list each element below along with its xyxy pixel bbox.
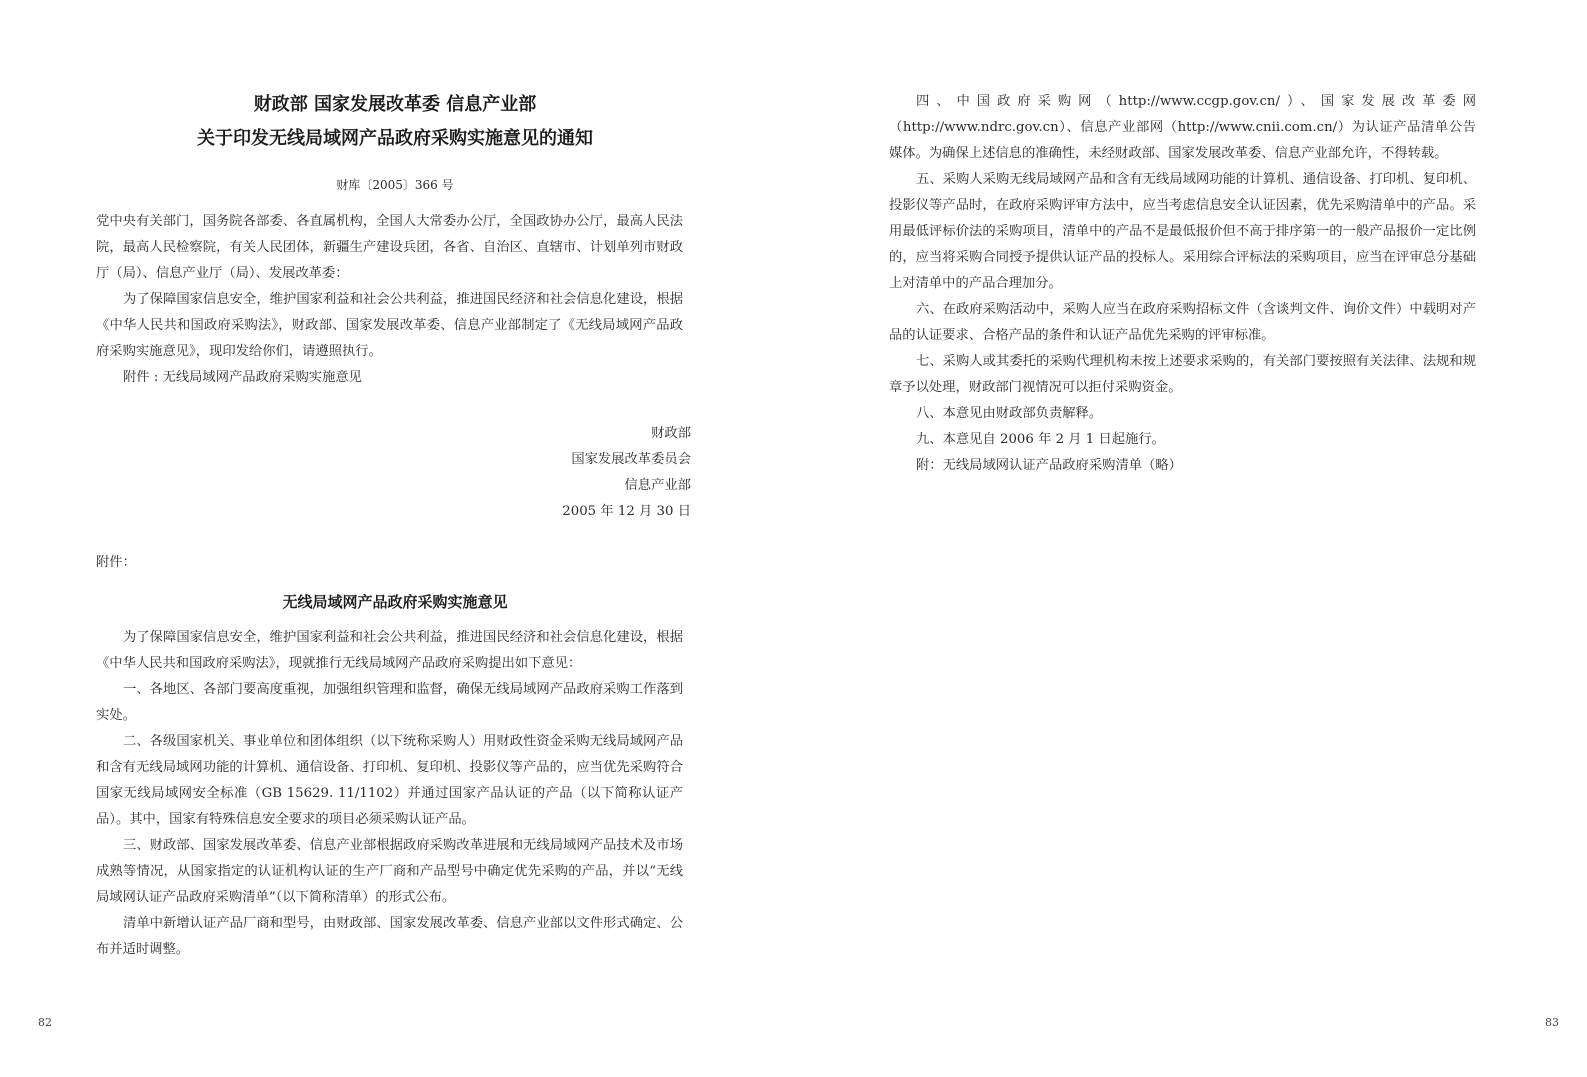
- signature-line: 国家发展改革委员会: [571, 452, 691, 467]
- annex-paragraph: 为了保障国家信息安全，维护国家利益和社会公共利益，推进国民经济和社会信息化建设，根据《中华人民共和国政府采购法》，现就推行无线局域网产品政府采购提出如下意见：: [96, 630, 683, 671]
- annex-paragraph: 清单中新增认证产品厂商和型号，由财政部、国家发展改革委、信息产业部以文件形式确定、公布并适时调整。: [96, 916, 683, 957]
- addressee-paragraph: 党中央有关部门，国务院各部委、各直属机构，全国人大常委办公厅，全国政协办公厅，最高人民法院，最高人民检察院，有关人民团体，新疆生产建设兵团，各省、自治区、直辖市、计划单列市财政厅（局）、信息产业厅（局）、发展改革委：: [96, 214, 683, 281]
- body-paragraph: 为了保障国家信息安全，维护国家利益和社会公共利益，推进国民经济和社会信息化建设，根据《中华人民共和国政府采购法》，财政部、国家发展改革委、信息产业部制定了《无线局域网产品政府采购实施意见》，现印发给你们，请遵照执行。: [96, 292, 683, 359]
- clause-paragraph: 五、采购人采购无线局域网产品和含有无线局域网功能的计算机、通信设备、打印机、复印机、投影仪等产品时，在政府采购评审方法中，应当考虑信息安全认证因素，优先采购清单中的产品。采用最低评标价法的采购项目，清单中的产品不是最低报价但不高于排序第一的一般产品报价一定比例的，应当将采购合同授予提供认证产品的投标人。采用综合评标法的采购项目，应当在评审总分基础上对清单中的产品合理加分。: [889, 172, 1476, 291]
- left-page: [0, 0, 793, 1077]
- signature-line: 信息产业部: [624, 478, 691, 493]
- title-line-1: 财政部 国家发展改革委 信息产业部: [253, 94, 537, 115]
- page-number-left: 82: [38, 1016, 52, 1029]
- clause-paragraph: 八、本意见由财政部负责解释。: [916, 406, 1103, 421]
- document-number: 财库〔2005〕366 号: [336, 178, 454, 192]
- appendix-line: 附：无线局域网认证产品政府采购清单（略）: [916, 458, 1182, 473]
- clause-paragraph: 七、采购人或其委托的采购代理机构未按上述要求采购的，有关部门要按照有关法律、法规和规章予以处理，财政部门视情况可以拒付采购资金。: [889, 354, 1476, 395]
- clause-paragraph: 四、中国政府采购网（http://www.ccgp.gov.cn/）、国家发展改革委网（http://www.ndrc.gov.cn）、信息产业部网（http://www.cnii.com.cn/）为认证产品清单公告媒体。为确保上述信息的准确性，未经财政部、国家发展改革委、信息产业部允许，不得转载。: [889, 94, 1476, 161]
- annex-label: 附件：: [96, 555, 136, 570]
- annex-paragraph: 二、各级国家机关、事业单位和团体组织（以下统称采购人）用财政性资金采购无线局域网产品和含有无线局域网功能的计算机、通信设备、打印机、复印机、投影仪等产品的，应当优先采购符合国家无线局域网安全标准（GB 15629. 11/1102）并通过国家产品认证的产品（以下简称认证产品）。其中，国家有特殊信息安全要求的项目必须采购认证产品。: [96, 734, 683, 827]
- signature-block: [400, 421, 691, 525]
- annex-paragraph: 三、财政部、国家发展改革委、信息产业部根据政府采购改革进展和无线局域网产品技术及市场成熟等情况，从国家指定的认证机构认证的生产厂商和产品型号中确定优先采购的产品，并以“无线局域网认证产品政府采购清单”（以下简称清单）的形式公布。: [96, 838, 683, 905]
- clause-paragraph: 六、在政府采购活动中，采购人应当在政府采购招标文件（含谈判文件、询价文件）中载明对产品的认证要求、合格产品的条件和认证产品优先采购的评审标准。: [889, 302, 1476, 343]
- annex-title: 无线局域网产品政府采购实施意见: [282, 593, 508, 611]
- right-page: [793, 0, 1587, 1077]
- clause-paragraph: 九、本意见自 2006 年 2 月 1 日起施行。: [916, 432, 1165, 447]
- annex-body: [96, 625, 683, 963]
- annex-paragraph: 一、各地区、各部门要高度重视，加强组织管理和监督，确保无线局域网产品政府采购工作落到实处。: [96, 682, 683, 723]
- page-number-right: 83: [1545, 1016, 1559, 1029]
- attachment-line: 附件 : 无线局域网产品政府采购实施意见: [123, 370, 362, 385]
- notice-body: [96, 209, 683, 391]
- title-line-2: 关于印发无线局域网产品政府采购实施意见的通知: [197, 128, 593, 149]
- signature-date: 2005 年 12 月 30 日: [562, 504, 691, 519]
- signature-line: 财政部: [651, 426, 691, 441]
- right-body: [889, 89, 1476, 479]
